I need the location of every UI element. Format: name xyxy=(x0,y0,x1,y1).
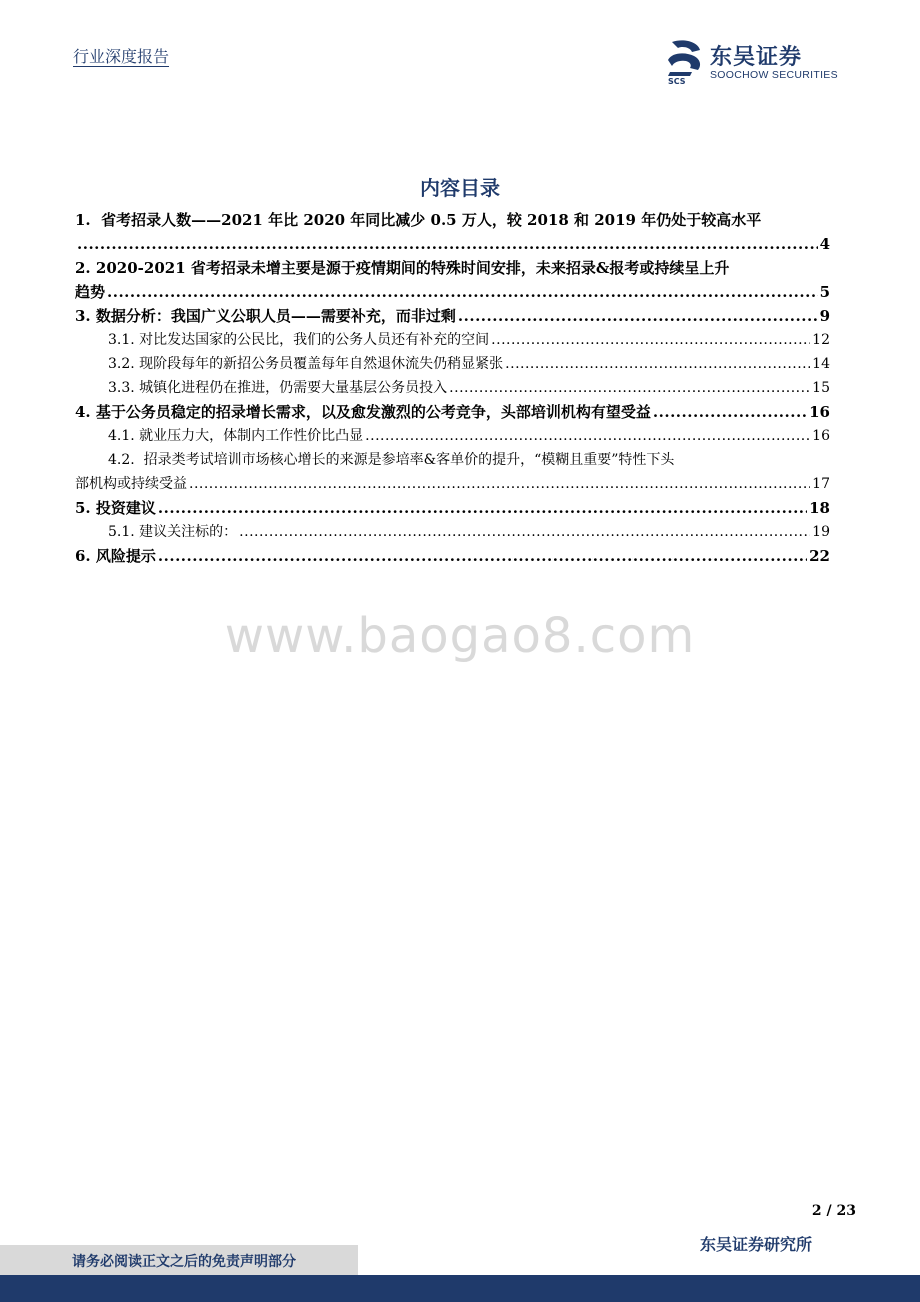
toc-text: 建议关注标的： xyxy=(139,524,238,540)
toc-page: 15 xyxy=(812,380,830,396)
toc-page: 22 xyxy=(809,547,830,565)
toc-entry-4[interactable] xyxy=(75,400,830,424)
toc-page: 5 xyxy=(819,283,830,301)
footer-bar xyxy=(0,1275,920,1302)
toc-number: 6. xyxy=(75,547,91,565)
toc-entry-3-3[interactable] xyxy=(75,376,830,400)
toc-text: 就业压力大，体制内工作性价比凸显 xyxy=(139,428,364,444)
toc-number: 4.2. xyxy=(108,452,135,468)
report-type-label: 行业深度报告 xyxy=(73,47,170,66)
toc-text-cont: 趋势 xyxy=(75,283,106,301)
toc-entry-4-1[interactable] xyxy=(75,424,830,448)
institute-name: 东吴证券研究所 xyxy=(699,1235,812,1254)
toc-number: 5.1. xyxy=(108,524,135,540)
logo-mark-text: SCS xyxy=(668,77,686,84)
toc-entry-5[interactable] xyxy=(75,496,830,520)
toc-text-cont: 部机构或持续受益 xyxy=(75,476,187,492)
toc-page: 16 xyxy=(809,403,830,421)
toc-number: 3.3. xyxy=(108,380,135,396)
toc-entry-3[interactable] xyxy=(75,304,830,328)
toc-title: 内容目录 xyxy=(420,176,500,200)
watermark: www.baogao8.com xyxy=(224,608,696,664)
toc-number: 3.1. xyxy=(108,332,135,348)
toc-text: 基于公务员稳定的招录增长需求，以及愈发激烈的公考竞争，头部培训机构有望受益 xyxy=(95,403,651,421)
toc-number: 5. xyxy=(75,499,91,517)
toc-number: 4.1. xyxy=(108,428,135,444)
toc-page: 12 xyxy=(812,332,830,348)
toc-number: 4. xyxy=(75,403,91,421)
toc-text: 数据分析：我国广义公职人员——需要补充，而非过剩 xyxy=(95,307,456,325)
toc-page: 17 xyxy=(812,476,830,492)
toc-text: 招录类考试培训市场核心增长的来源是参培率&客单价的提升，“模糊且重要”特性下头 xyxy=(143,452,675,468)
toc-page: 16 xyxy=(812,428,830,444)
toc-number: 3. xyxy=(75,307,91,325)
toc-number: 1. xyxy=(75,211,91,229)
toc-number: 2. xyxy=(75,259,91,277)
toc-entry-5-1[interactable] xyxy=(75,520,830,544)
toc-page: 4 xyxy=(819,235,830,253)
toc-text: 省考招录人数——2021 年比 2020 年同比减少 0.5 万人，较 2018 和 2019 年仍处于较高水平 xyxy=(101,211,762,229)
toc-page: 18 xyxy=(809,499,830,517)
toc-entry-3-1[interactable] xyxy=(75,328,830,352)
logo-mark-icon xyxy=(664,38,708,84)
toc-entry-1[interactable] xyxy=(75,208,830,256)
page-number: 2 / 23 xyxy=(811,1203,856,1219)
toc-entry-2[interactable] xyxy=(75,256,830,304)
disclaimer-text: 请务必阅读正文之后的免责声明部分 xyxy=(72,1254,296,1270)
toc-text: 2020-2021 省考招录未增主要是源于疫情期间的特殊时间安排，未来招录&报考或持续呈上升 xyxy=(95,259,730,277)
toc-page: 19 xyxy=(812,524,830,540)
table-of-contents xyxy=(75,208,830,568)
toc-text: 对比发达国家的公民比，我们的公务人员还有补充的空间 xyxy=(139,332,490,348)
soochow-logo xyxy=(664,38,854,86)
toc-text: 现阶段每年的新招公务员覆盖每年自然退休流失仍稍显紧张 xyxy=(139,356,504,372)
toc-entry-6[interactable] xyxy=(75,544,830,568)
logo-name-cn: 东吴证券 xyxy=(710,45,803,70)
toc-text: 投资建议 xyxy=(95,499,156,517)
toc-page: 9 xyxy=(819,307,830,325)
toc-entry-4-2[interactable] xyxy=(75,448,830,496)
toc-text: 风险提示 xyxy=(95,547,156,565)
logo-name-en: SOOCHOW SECURITIES xyxy=(710,69,838,81)
toc-text: 城镇化进程仍在推进，仍需要大量基层公务员投入 xyxy=(139,380,448,396)
toc-number: 3.2. xyxy=(108,356,135,372)
toc-page: 14 xyxy=(812,356,830,372)
toc-entry-3-2[interactable] xyxy=(75,352,830,376)
